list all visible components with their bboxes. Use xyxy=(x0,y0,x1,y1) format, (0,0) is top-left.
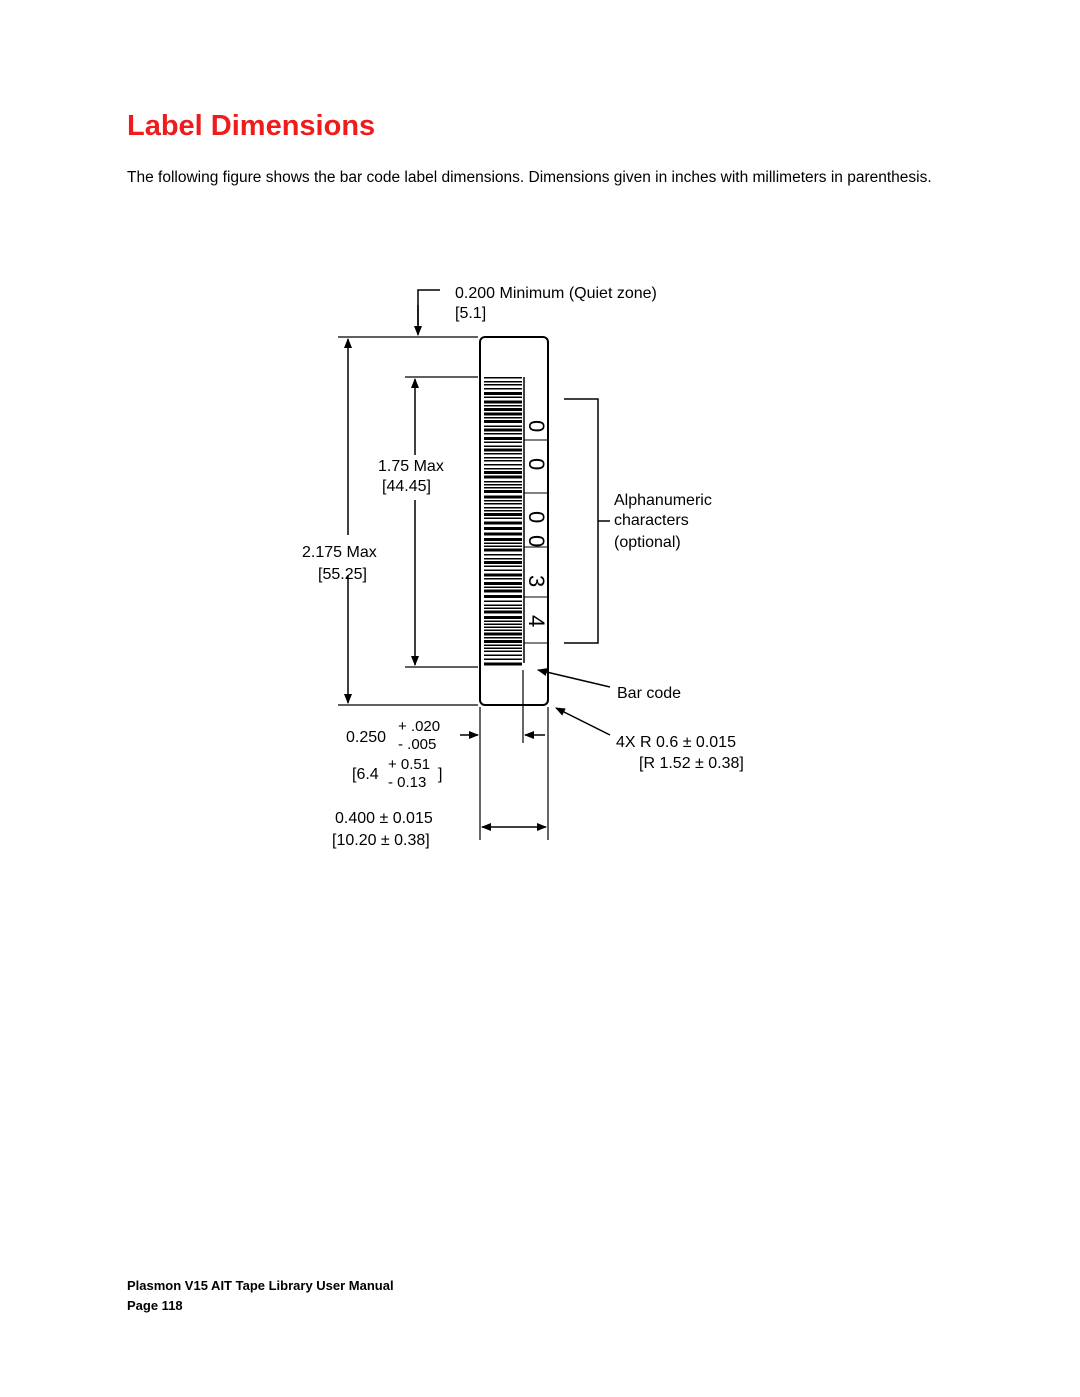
barcode-bar xyxy=(484,401,522,404)
offset-mm-value: [6.4 xyxy=(352,766,379,783)
barcode-bar xyxy=(484,645,522,647)
barcode-bar xyxy=(484,601,522,603)
barcode-bar xyxy=(484,496,522,499)
barcode-bar xyxy=(484,397,522,399)
barcode-bar xyxy=(484,413,522,416)
barcode-bar xyxy=(484,527,522,530)
label-height: 2.175 Max xyxy=(302,544,377,561)
barcode-bar xyxy=(484,549,522,552)
barcode-bar xyxy=(484,640,522,643)
barcode-bar xyxy=(484,590,522,593)
quiet-zone-mm: [5.1] xyxy=(455,305,487,322)
label-height-mm: [55.25] xyxy=(318,566,367,583)
radius-mm: [R 1.52 ± 0.38] xyxy=(639,755,744,772)
offset-mm-close: ] xyxy=(438,766,443,783)
barcode-bar xyxy=(484,417,522,419)
barcode-bar xyxy=(484,582,522,585)
manual-title: Plasmon V15 AIT Tape Library User Manual xyxy=(127,1278,394,1293)
barcode-char: 0 xyxy=(524,458,549,471)
barcode-bar xyxy=(484,500,522,502)
barcode-bar xyxy=(484,605,522,607)
barcode-char: 0 xyxy=(524,511,549,524)
barcode-bar xyxy=(484,663,522,666)
barcode-bar xyxy=(484,408,522,411)
barcode-bar xyxy=(484,490,522,493)
barcode-bar xyxy=(484,510,522,512)
offset-value: 0.250 xyxy=(346,729,387,746)
barcode-bar xyxy=(484,570,522,572)
barcode-bar xyxy=(484,460,522,462)
width-label: 0.400 ± 0.015 xyxy=(335,810,433,827)
barcode-bar xyxy=(484,433,522,435)
barcode-bar xyxy=(484,449,522,452)
barcode-bar xyxy=(484,566,522,568)
barcode-bar xyxy=(484,468,522,470)
barcode-bar xyxy=(484,558,522,560)
barcode-bar xyxy=(484,655,522,657)
barcode-bar xyxy=(484,574,522,577)
label-diagram xyxy=(280,265,800,865)
barcode-bar xyxy=(484,554,522,556)
barcode-bar xyxy=(484,621,522,623)
barcode-bar xyxy=(484,476,522,479)
barcode-bar xyxy=(484,587,522,589)
barcode-bar xyxy=(484,616,522,619)
barcode-height: 1.75 Max xyxy=(378,458,444,475)
barcode-bar xyxy=(484,453,522,455)
barcode-label: Bar code xyxy=(617,685,682,702)
barcode-bar xyxy=(484,595,522,598)
barcode-bar xyxy=(484,446,522,448)
barcode-bar xyxy=(484,522,522,525)
barcode-bar xyxy=(484,608,522,610)
width-mm: [10.20 ± 0.38] xyxy=(332,832,430,849)
barcode-bar xyxy=(484,429,522,432)
label-dimensions-figure xyxy=(280,265,800,865)
barcode-bar xyxy=(484,392,522,395)
barcode-bar xyxy=(484,487,522,489)
barcode-bar xyxy=(484,388,522,390)
barcode-bar xyxy=(484,518,522,520)
barcode-bar xyxy=(484,377,522,379)
barcode-char: 4 xyxy=(524,615,549,628)
barcode-bar xyxy=(484,513,522,516)
page-title: Label Dimensions xyxy=(127,110,376,142)
barcode-bar xyxy=(484,651,522,653)
barcode-height-mm: [44.45] xyxy=(382,478,431,495)
alphanumeric-bracket xyxy=(564,399,598,643)
barcode-bar xyxy=(484,538,522,541)
barcode-bar xyxy=(484,507,522,509)
barcode-bar xyxy=(484,543,522,545)
barcode-bar xyxy=(484,633,522,636)
barcode-bar xyxy=(484,484,522,486)
barcode-bar xyxy=(484,384,522,386)
barcode-bar xyxy=(484,471,522,474)
barcode-bar xyxy=(484,578,522,580)
barcode-bar xyxy=(484,420,522,423)
barcode-characters xyxy=(524,420,549,627)
barcode-bar xyxy=(484,503,522,505)
alphanumeric-label: Alphanumeric xyxy=(614,492,712,509)
barcode-bar xyxy=(484,405,522,407)
page-footer xyxy=(127,1276,394,1316)
barcode-bar xyxy=(484,533,522,536)
barcode-bar xyxy=(484,648,522,650)
offset-mm-plus: + 0.51 xyxy=(388,756,431,773)
quiet-zone-leader xyxy=(418,290,440,325)
offset-mm-minus: - 0.13 xyxy=(388,774,427,791)
offset-tolerance-plus: + .020 xyxy=(398,718,441,735)
offset-tolerance-minus: - .005 xyxy=(398,736,437,753)
barcode-bar xyxy=(484,457,522,459)
barcode-bar xyxy=(484,426,522,428)
barcode-bars xyxy=(484,377,522,666)
barcode-bar xyxy=(484,381,522,383)
barcode-bar xyxy=(484,464,522,466)
barcode-bar xyxy=(484,637,522,639)
barcode-bar xyxy=(484,659,522,661)
barcode-bar xyxy=(484,611,522,614)
radius-label: 4X R 0.6 ± 0.015 xyxy=(616,734,736,751)
barcode-bar xyxy=(484,546,522,548)
barcode-bar xyxy=(484,437,522,440)
quiet-zone-label: 0.200 Minimum (Quiet zone) xyxy=(455,285,657,302)
barcode-bar xyxy=(484,481,522,483)
barcode-char: 0 xyxy=(524,420,549,433)
page-number: Page 118 xyxy=(127,1298,183,1313)
barcode-char: 0 xyxy=(524,535,549,548)
barcode-char: 3 xyxy=(524,575,549,588)
barcode-bar xyxy=(484,627,522,629)
intro-paragraph: The following figure shows the bar code label dimensions. Dimensions given in inches with millimeters in parenthesis. xyxy=(127,169,932,186)
barcode-bar xyxy=(484,561,522,564)
barcode-bar xyxy=(484,630,522,632)
alphanumeric-label: characters xyxy=(614,512,689,529)
barcode-bar xyxy=(484,442,522,444)
barcode-bar xyxy=(484,624,522,626)
alphanumeric-label: (optional) xyxy=(614,534,681,551)
radius-leader xyxy=(556,708,610,735)
